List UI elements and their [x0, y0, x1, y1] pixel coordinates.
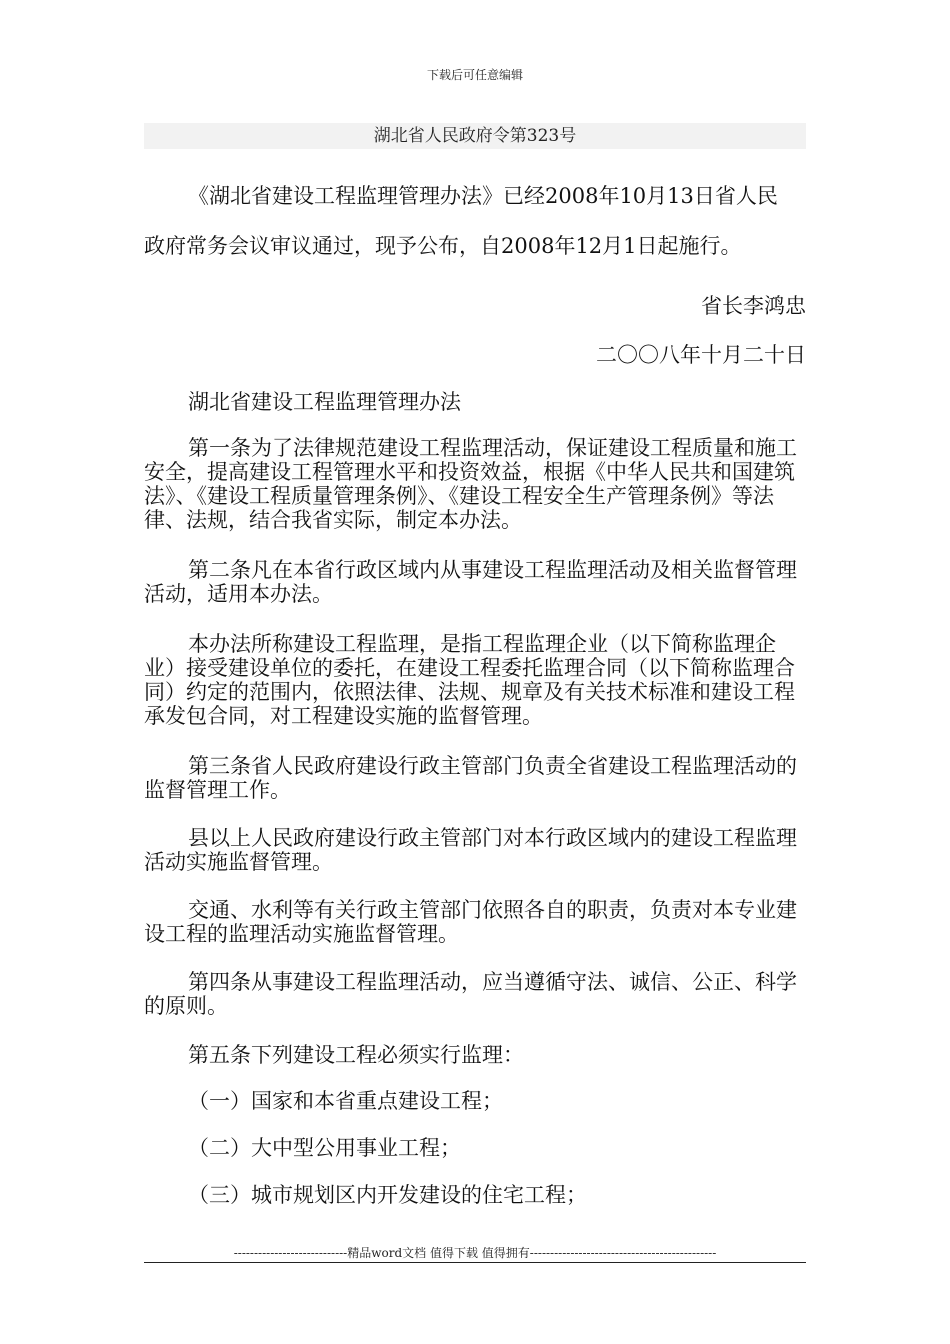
date-line: 二〇〇八年十月二十日 — [596, 343, 806, 367]
intro-line-2: 政府常务会议审议通过，现予公布，自2008年12月1日起施行。 — [144, 234, 742, 258]
paragraph-county: 县以上人民政府建设行政主管部门对本行政区域内的建设工程监理活动实施监督管理。 — [144, 826, 797, 874]
footer-text: ----------------------------精品word文档 值得下载 值得拥有---------------------------------------------- — [233, 1246, 717, 1260]
paragraph-article-4: 第四条从事建设工程监理活动，应当遵循守法、诚信、公正、科学的原则。 — [144, 970, 797, 1018]
intro-line-1: 《湖北省建设工程监理管理办法》已经2008年10月13日省人民 — [188, 184, 778, 208]
document-title: 湖北省建设工程监理管理办法 — [188, 390, 461, 414]
footer-divider — [144, 1262, 806, 1263]
list-item-3: （三）城市规划区内开发建设的住宅工程； — [188, 1183, 587, 1207]
list-item-1: （一）国家和本省重点建设工程； — [188, 1089, 503, 1113]
header-note: 下载后可任意编辑 — [426, 68, 523, 82]
paragraph-article-3: 第三条省人民政府建设行政主管部门负责全省建设工程监理活动的监督管理工作。 — [144, 754, 797, 802]
paragraph-article-1: 第一条为了法律规范建设工程监理活动，保证建设工程质量和施工安全，提高建设工程管理水平和投资效益，根据《中华人民共和国建筑法》、《建设工程质量管理条例》、《建设工程安全生产管理条例》等法律、法规，结合我省实际，制定本办法。 — [144, 436, 797, 532]
paragraph-transport: 交通、水利等有关行政主管部门依照各自的职责，负责对本专业建设工程的监理活动实施监督管理。 — [144, 898, 797, 946]
signature: 省长李鸿忠 — [701, 294, 806, 318]
paragraph-article-5: 第五条下列建设工程必须实行监理： — [188, 1043, 524, 1067]
decree-title: 湖北省人民政府令第323号 — [144, 123, 806, 149]
list-item-2: （二）大中型公用事业工程； — [188, 1136, 461, 1160]
paragraph-definition: 本办法所称建设工程监理，是指工程监理企业（以下简称监理企业）接受建设单位的委托，在建设工程委托监理合同（以下简称监理合同）约定的范围内，依照法律、法规、规章及有关技术标准和建设工程承发包合同，对工程建设实施的监督管理。 — [144, 632, 795, 728]
paragraph-article-2: 第二条凡在本省行政区域内从事建设工程监理活动及相关监督管理活动，适用本办法。 — [144, 558, 797, 606]
